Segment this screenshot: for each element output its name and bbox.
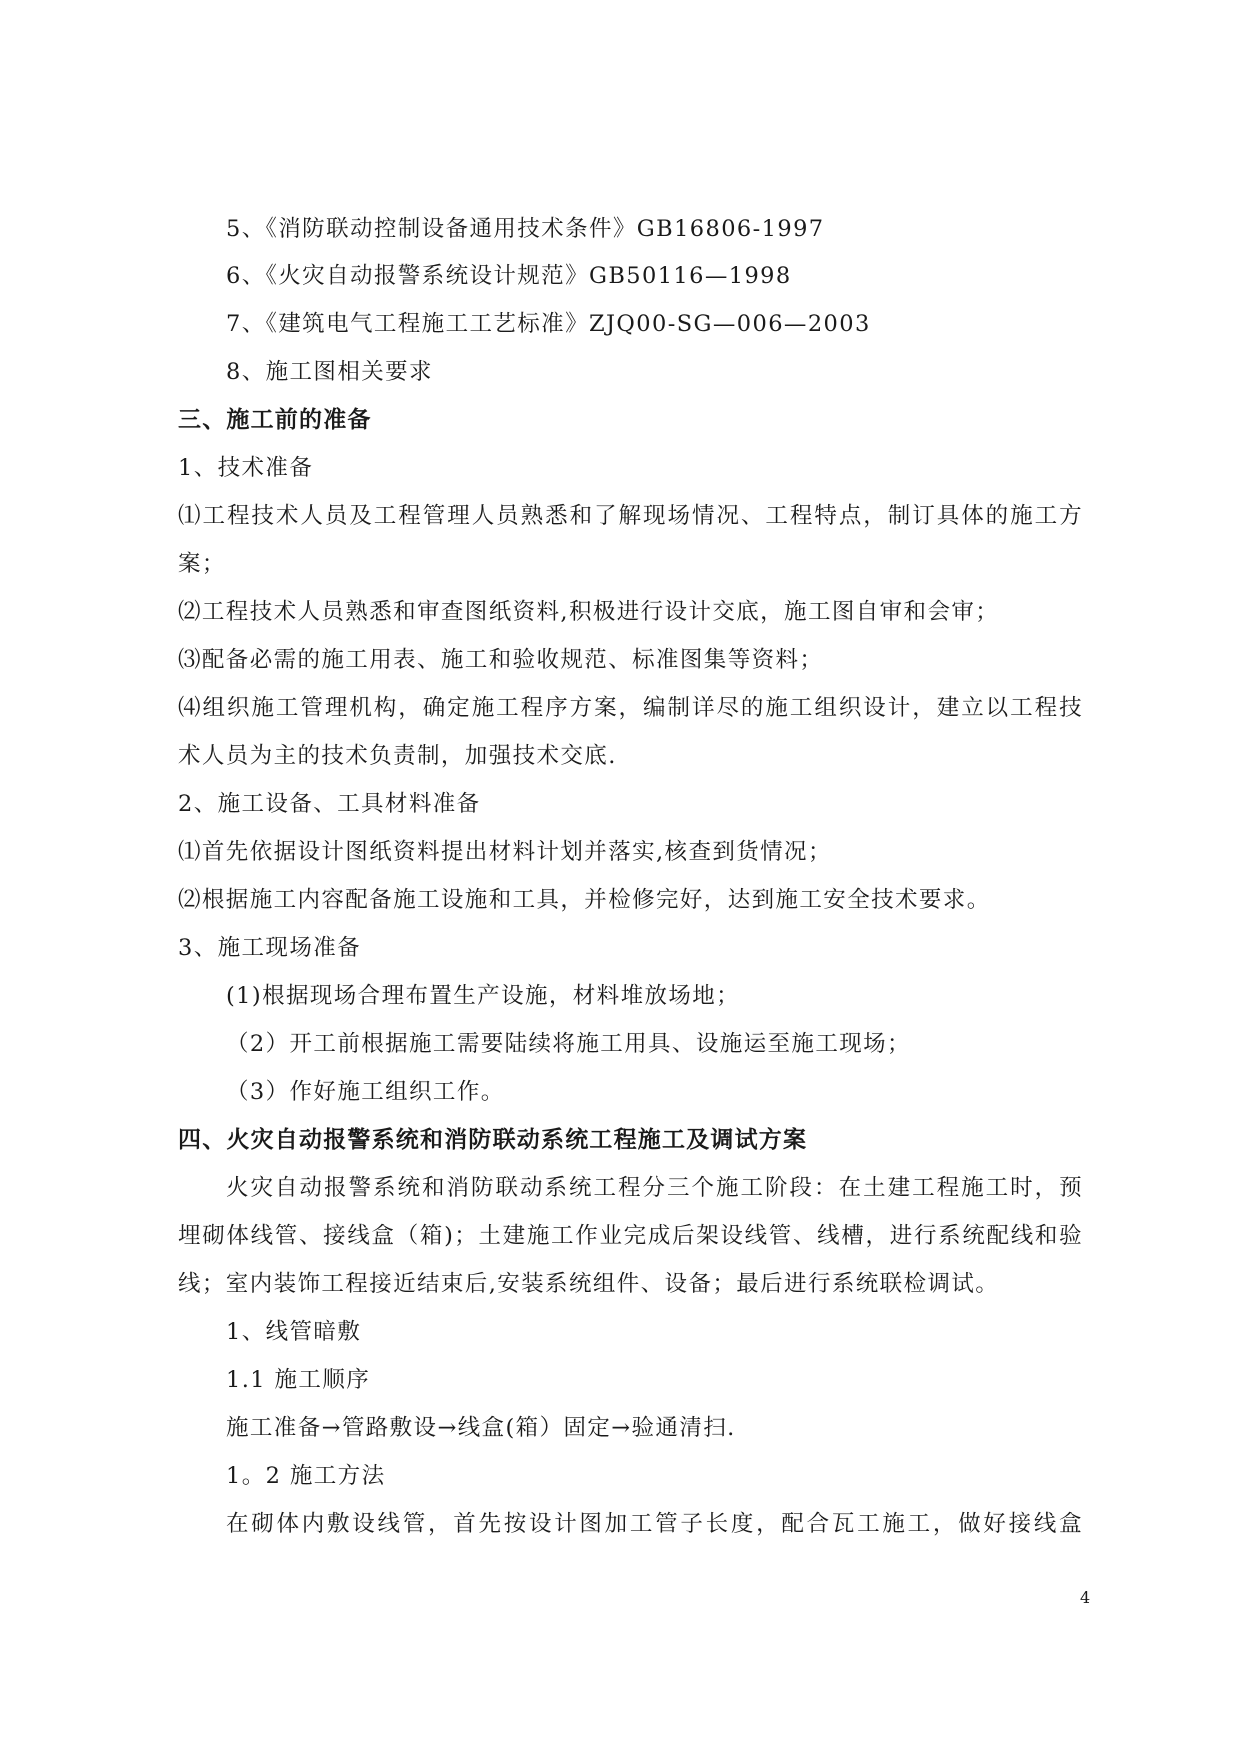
reference-item-6: 6、《火灾自动报警系统设计规范》GB50116—1998	[226, 263, 792, 289]
paragraph-line: 火灾自动报警系统和消防联动系统工程分三个施工阶段：在土建工程施工时，预	[226, 1175, 1083, 1201]
subheading-construction-method: 1。2 施工方法	[226, 1463, 386, 1489]
reference-item-5: 5、《消防联动控制设备通用技术条件》GB16806-1997	[226, 216, 825, 242]
section-heading-3: 三、施工前的准备	[178, 407, 372, 433]
paragraph-line: （2）开工前根据施工需要陆续将施工用具、设施运至施工现场；	[226, 1031, 911, 1057]
subheading-construction-sequence: 1.1 施工顺序	[226, 1367, 371, 1393]
paragraph-line: ⑷组织施工管理机构，确定施工程序方案，编制详尽的施工组织设计，建立以工程技	[178, 695, 1083, 721]
reference-item-8: 8、施工图相关要求	[226, 359, 433, 385]
section-heading-4: 四、火灾自动报警系统和消防联动系统工程施工及调试方案	[178, 1127, 808, 1153]
paragraph-line: ⑵工程技术人员熟悉和审查图纸资料,积极进行设计交底，施工图自审和会审；	[178, 599, 1000, 625]
paragraph-line: ⑴首先依据设计图纸资料提出材料计划并落实,核查到货情况；	[178, 839, 832, 865]
subheading-technical-preparation: 1、技术准备	[178, 455, 314, 481]
subheading-site-preparation: 3、施工现场准备	[178, 935, 362, 961]
paragraph-line: 在砌体内敷设线管，首先按设计图加工管子长度，配合瓦工施工，做好接线盒	[226, 1511, 1083, 1537]
subheading-equipment-preparation: 2、施工设备、工具材料准备	[178, 791, 481, 817]
paragraph-line: 线；室内装饰工程接近结束后,安装系统组件、设备；最后进行系统联检调试。	[178, 1271, 1000, 1297]
reference-item-7: 7、《建筑电气工程施工工艺标准》ZJQ00-SG—006—2003	[226, 311, 871, 337]
paragraph-line: ⑵根据施工内容配备施工设施和工具，并检修完好，达到施工安全技术要求。	[178, 887, 991, 913]
paragraph-line: 术人员为主的技术负责制，加强技术交底.	[178, 743, 617, 769]
paragraph-line: ⑴工程技术人员及工程管理人员熟悉和了解现场情况、工程特点，制订具体的施工方	[178, 503, 1083, 529]
page-number: 4	[1080, 1588, 1091, 1607]
paragraph-line: ⑶配备必需的施工用表、施工和验收规范、标准图集等资料；	[178, 647, 824, 673]
paragraph-line: (1)根据现场合理布置生产设施，材料堆放场地；	[226, 983, 741, 1009]
subheading-conduit-concealed: 1、线管暗敷	[226, 1319, 362, 1345]
paragraph-line: 施工准备→管路敷设→线盒(箱）固定→验通清扫.	[226, 1415, 736, 1441]
paragraph-line: 埋砌体线管、接线盒（箱)；土建施工作业完成后架设线管、线槽，进行系统配线和验	[178, 1223, 1083, 1249]
paragraph-line: （3）作好施工组织工作。	[226, 1079, 505, 1105]
paragraph-line: 案；	[178, 551, 226, 577]
